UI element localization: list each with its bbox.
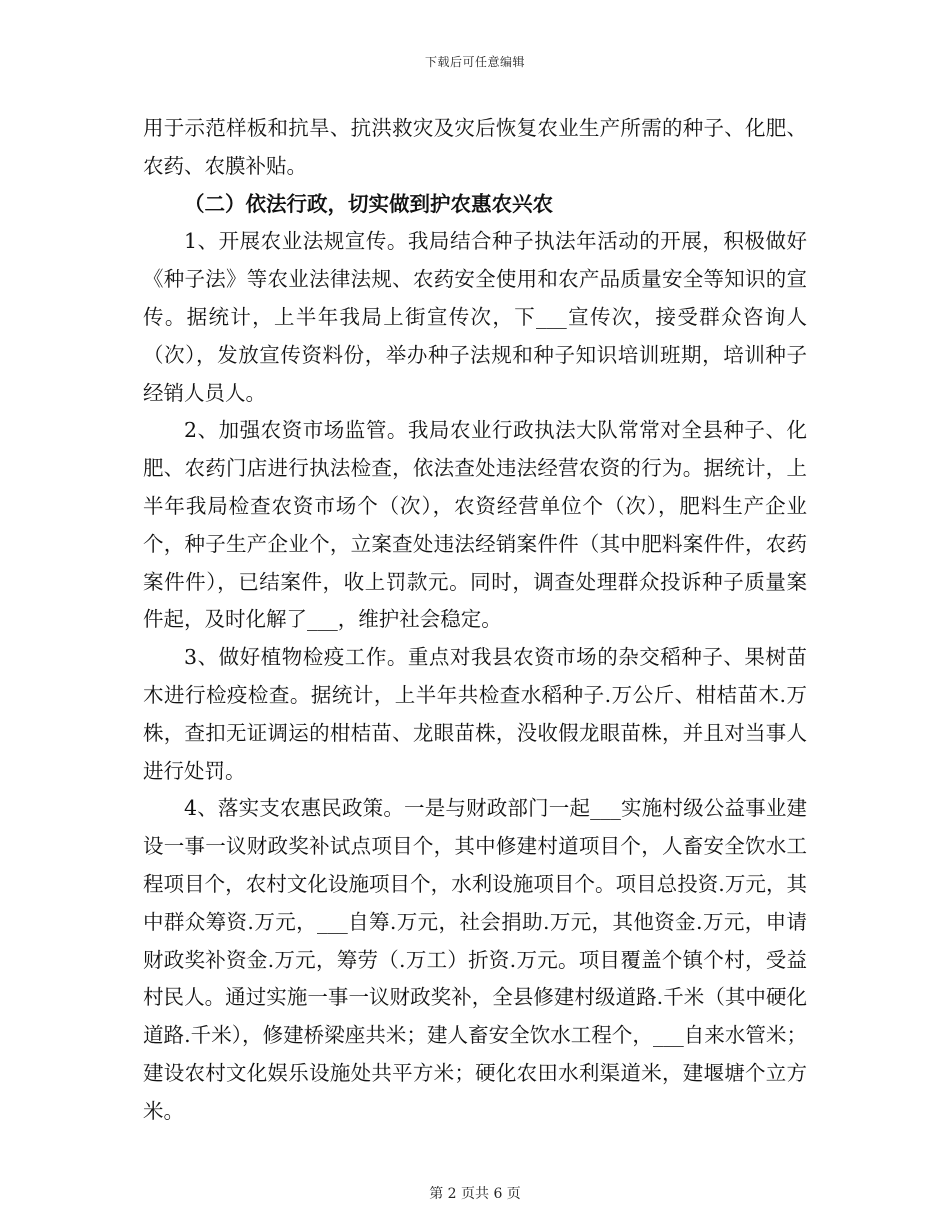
page-header: 下载后可任意编辑 — [424, 55, 525, 69]
paragraph-continuation: 用于示范样板和抗旱、抗洪救灾及灾后恢复农业生产所需的种子、化肥、农药、农膜补贴。 — [143, 116, 807, 178]
section-heading: （二）依法行政，切实做到护农惠农兴农 — [184, 191, 553, 216]
page-footer: 第 2 页共 6 页 — [429, 1186, 521, 1202]
paragraph-policy-implementation: 4、落实支农惠民政策。一是与财政部门一起___实施村级公益事业建设一事一议财政奖补试点项目个，其中修建村道项目个，人畜安全饮水工程项目个，农村文化设施项目个，水利设施项目个。项目总投资.万元，其中群众筹资.万元，___自筹.万元，社会捐助.万元，其他资金.万元，申请财政奖补资金.万元，筹劳（.万工）折资.万元。项目覆盖个镇个村，受益村民人。通过实施一事一议财政奖补，全县修建村级道路.千米（其中硬化道路.千米），修建桥梁座共米；建人畜安全饮水工程个，___自来水管米；建设农村文化娱乐设施处共平方米；硬化农田水利渠道米，建堰塘个立方米。 — [143, 796, 807, 1123]
paragraph-market-supervision: 2、加强农资市场监管。我局农业行政执法大队常常对全县种子、化肥、农药门店进行执法检查，依法查处违法经营农资的行为。据统计，上半年我局检查农资市场个（次），农资经营单位个（次），肥料生产企业个，种子生产企业个，立案查处违法经销案件件（其中肥料案件件，农药案件件），已结案件，收上罚款元。同时，调查处理群众投诉种子质量案件起，及时化解了___，维护社会稳定。 — [143, 418, 807, 632]
paragraph-law-publicity: 1、开展农业法规宣传。我局结合种子执法年活动的开展，积极做好《种子法》等农业法律法规、农药安全使用和农产品质量安全等知识的宣传。据统计，上半年我局上街宣传次，下___宣传次，接受群众咨询人（次），发放宣传资料份，举办种子法规和种子知识培训班期，培训种子经销人员人。 — [143, 229, 807, 405]
paragraph-plant-quarantine: 3、做好植物检疫工作。重点对我县农资市场的杂交稻种子、果树苗木进行检疫检查。据统计，上半年共检查水稻种子.万公斤、柑桔苗木.万株，查扣无证调运的柑桔苗、龙眼苗株，没收假龙眼苗株，并且对当事人进行处罚。 — [143, 645, 807, 783]
document-body — [143, 110, 807, 1131]
